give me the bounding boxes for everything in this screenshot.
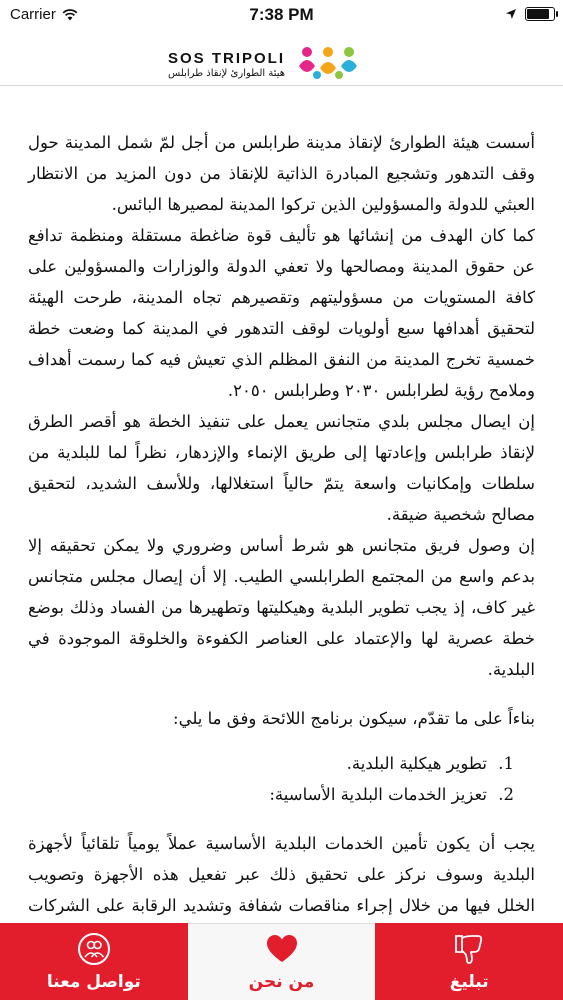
article-paragraph: أسست هيئة الطوارئ لإنقاذ مدينة طرابلس من أجل لمّ شمل المدينة حول وقف التدهور وتشجيع المبادرة الذاتية للإنقاذ من دون المزيد من الانتظار العبثي للدولة والمسؤولين الذين تركوا المدينة لمصيرها البائس. [28,133,535,214]
brand-subtitle: هيئة الطوارئ لإنقاذ طرابلس [168,67,286,79]
article-content[interactable] [0,87,563,923]
tab-label: تواصل معنا [46,971,141,992]
status-time: 7:38 PM [249,5,314,24]
brand [168,44,363,84]
brand-name: SOS TRIPOLI [168,49,286,67]
app-header [0,40,563,86]
thumbs-down-icon [452,932,486,966]
users-circle-icon [77,932,111,966]
tab-about-us[interactable] [188,923,376,1000]
tab-bar [0,923,563,1000]
sos-logo-icon [293,44,363,84]
battery-icon [525,7,555,21]
carrier-label: Carrier [10,6,56,23]
list-item: 2. تعزيز الخدمات البلدية الأساسية: [28,779,493,810]
article-paragraph: إن ايصال مجلس بلدي متجانس يعمل على تنفيذ الخطة هو أقصر الطرق لإنقاذ طرابلس وإعادتها إلى طريق الإنماء والإزدهار، نظراً لما للبلدية من سلطات وإمكانيات واسعة يتمّ حالياً استغلالها، وللأسف الشديد، لتحقيق مصالح شخصية ضيقة. [28,412,535,524]
brand-text [168,50,285,79]
article-paragraph: بناءاً على ما تقدّم، سيكون برنامج اللائحة وفق ما يلي: [173,709,535,728]
status-bar [0,0,563,40]
article-paragraph: إن وصول فريق متجانس هو شرط أساس وضروري ولا يمكن تحقيقه إلا بدعم واسع من المجتمع الطرابلسي الطيب. إلا أن إيصال مجلس متجانس غير كاف، إذ يجب تطوير البلدية وهيكليتها وتطهيرها من الفساد وذلك بوضع خطة عصرية لها والإعتماد على العناصر الكفوءة والخلوقة الموجودة في البلدية. [28,536,535,679]
tab-report[interactable] [375,923,563,1000]
location-arrow-icon [505,8,517,20]
list-item: 1. تطوير هيكلية البلدية. [28,748,493,779]
tab-contact-us[interactable] [0,923,188,1000]
tab-label: تبليغ [449,971,489,992]
tab-label: من نحن [248,972,315,992]
article-paragraph: كما كان الهدف من إنشائها هو تأليف قوة ضاغطة مستقلة ومنظمة تدافع عن حقوق المدينة ومصالحها ولا تعفي الدولة والوزارات والمسؤولين على كافة المستويات من مسؤوليتهم وتقصيرهم تجاه المدينة، طرحت الهيئة لتحقيق أهدافها سبع أولويات لوقف التدهور في المدينة كما وضعت خطة خمسية تخرج المدينة من النفق المظلم الذي تعيش فيه كما رسمت أهداف وملامح رؤية لطرابلس ٢٠٣٠ وطرابلس ٢٠٥٠. [28,226,535,400]
program-list [28,748,535,810]
status-right [505,7,555,21]
article-paragraph: يجب أن يكون تأمين الخدمات البلدية الأساسية عملاً يومياً تلقائياً لأجهزة البلدية وسوف نركز على تحقيق ذلك عبر تفعيل هذه الأجهزة وتصويب الخلل فيها من خلال إجراء مناقصات شفافة وتشديد الرقابة على الشركات [28,834,535,915]
heart-icon [265,932,299,966]
